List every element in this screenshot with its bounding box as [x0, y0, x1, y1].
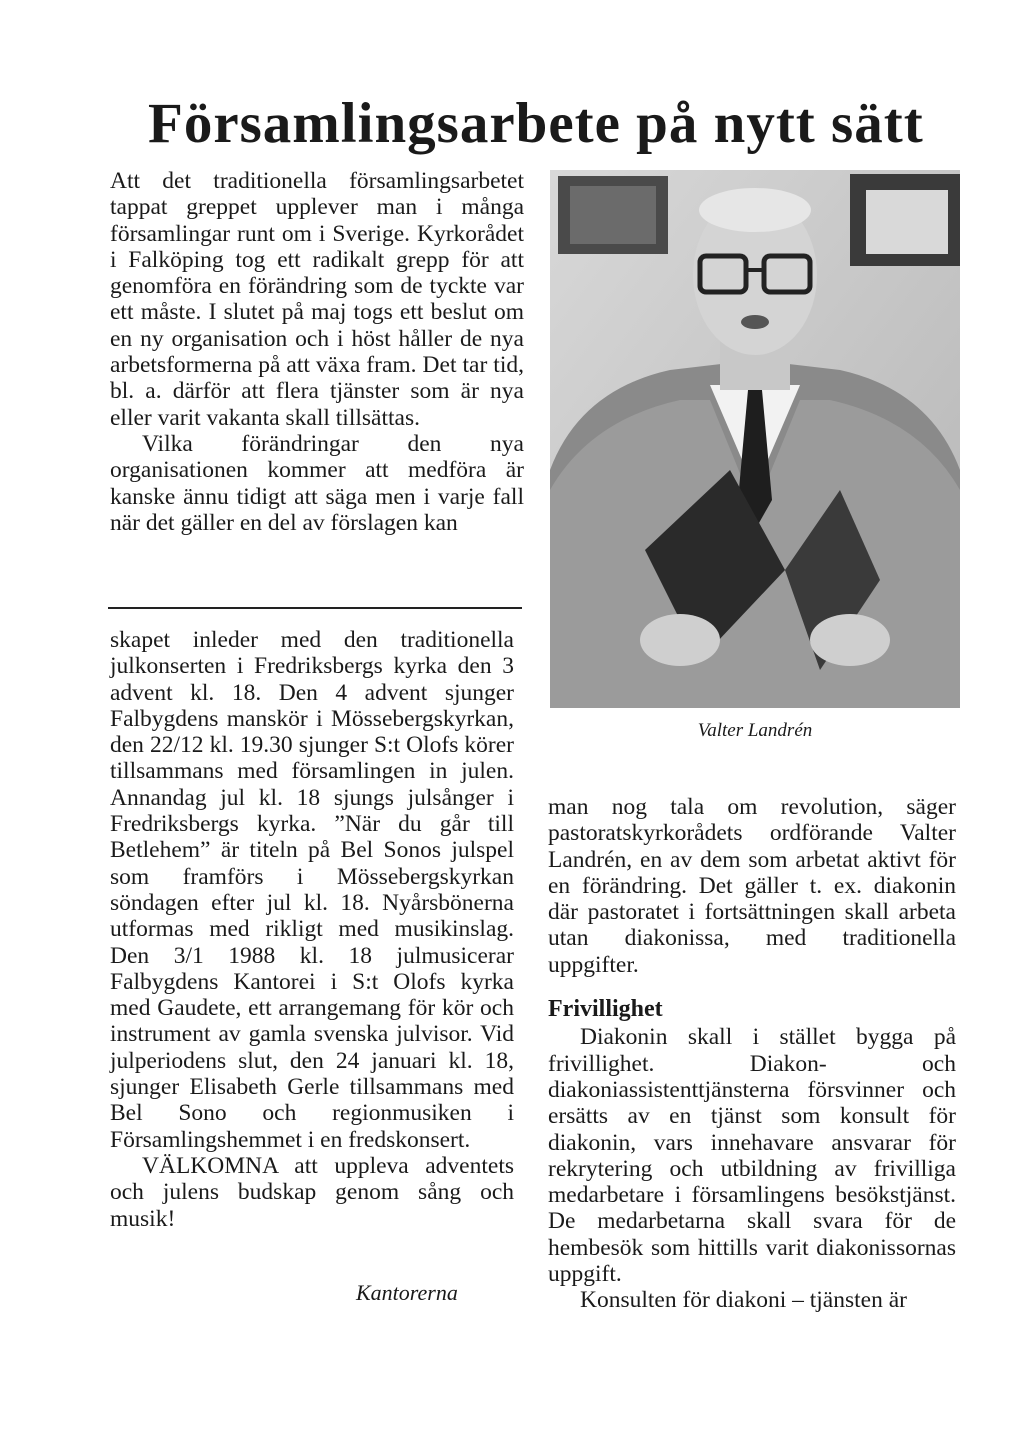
photo-caption: Valter Landrén	[697, 720, 813, 741]
portrait-illustration	[550, 170, 960, 708]
concert-notice-invitation: VÄLKOMNA att uppleva adventets och julens budskap genom sång och musik!	[110, 1152, 514, 1232]
article-intro-column	[110, 168, 524, 536]
section-divider	[108, 607, 522, 609]
article-continuation-column	[548, 794, 956, 1314]
notice-signature: Kantorerna	[356, 1280, 458, 1305]
portrait-photo	[550, 170, 960, 708]
article-paragraph: Konsulten för diakoni – tjänsten är	[580, 1287, 907, 1314]
article-paragraph: Att det traditionella församlingsarbetet tappat greppet upplever man i många församlingar runt om i Sverige. Kyrkorådet i Falköping tog ett radikalt grepp för att genomföra en förändring som de tyckte var ett måste. I slutet på maj togs ett beslut om en ny organisation och i höst håller de nya arbetsformerna på att växa fram. Det tar tid, bl. a. därför att flera tjänster som är nya eller varit vakanta skall tillsättas.	[110, 168, 524, 431]
section-subheading: Frivillighet	[548, 996, 663, 1023]
article-paragraph: Vilka förändringar den nya organisationen kommer att medföra är kanske ännu tidigt att säga men i varje fall när det gäller en del av förslagen kan	[110, 430, 524, 536]
article-paragraph: Diakonin skall i stället bygga på frivillighet. Diakon- och diakoniassistenttjänsterna försvinner och ersätts av en tjänst som konsult för diakonin, vars innehavare ansvarar för rekrytering och utbildning av frivilliga medarbetare i församlingens besökstjänst. De medarbetarna skall svara för de hembesök som hittills varit diakonissornas uppgift.	[548, 1024, 956, 1288]
concert-notice-paragraph: skapet inleder med den traditionella julkonserten i Fredriksbergs kyrka den 3 advent kl. 18. Den 4 advent sjunger Falbygdens manskör i Mössebergskyrkan, den 22/12 kl. 19.30 sjunger S:t Olofs körer tillsammans med församlingen in julen. Annandag jul kl. 18 sjungs julsånger i Fredriksbergs kyrka. ”När du går till Betlehem” är titeln på Bel Sonos julspel som framförs i Mössebergskyrkan söndagen efter jul kl. 18. Nyårsbönerna utformas med rikligt med musikinslag. Den 3/1 1988 kl. 18 julmusicerar Falbygdens Kantorei i S:t Olofs kyrka med Gaudete, ett arrangemang för kör och instrument av gamla svenska julvisor. Vid julperiodens slut, den 24 januari kl. 18, sjunger Elisabeth Gerle tillsammans med Bel Sono och regionmusiken i Församlingshemmet i en fredskonsert.	[110, 627, 514, 1153]
article-paragraph: man nog tala om revolution, säger pastoratskyrkorådets ordförande Valter Landrén, en av dem som arbetat aktivt för en förändring. Det gäller t. ex. diakonin där pastoratet i fortsättningen skall arbeta utan diakonissa, med traditionella uppgifter.	[548, 794, 956, 978]
page-title: Församlingsarbete på nytt sätt	[148, 92, 924, 155]
concert-notice-column	[110, 627, 514, 1232]
